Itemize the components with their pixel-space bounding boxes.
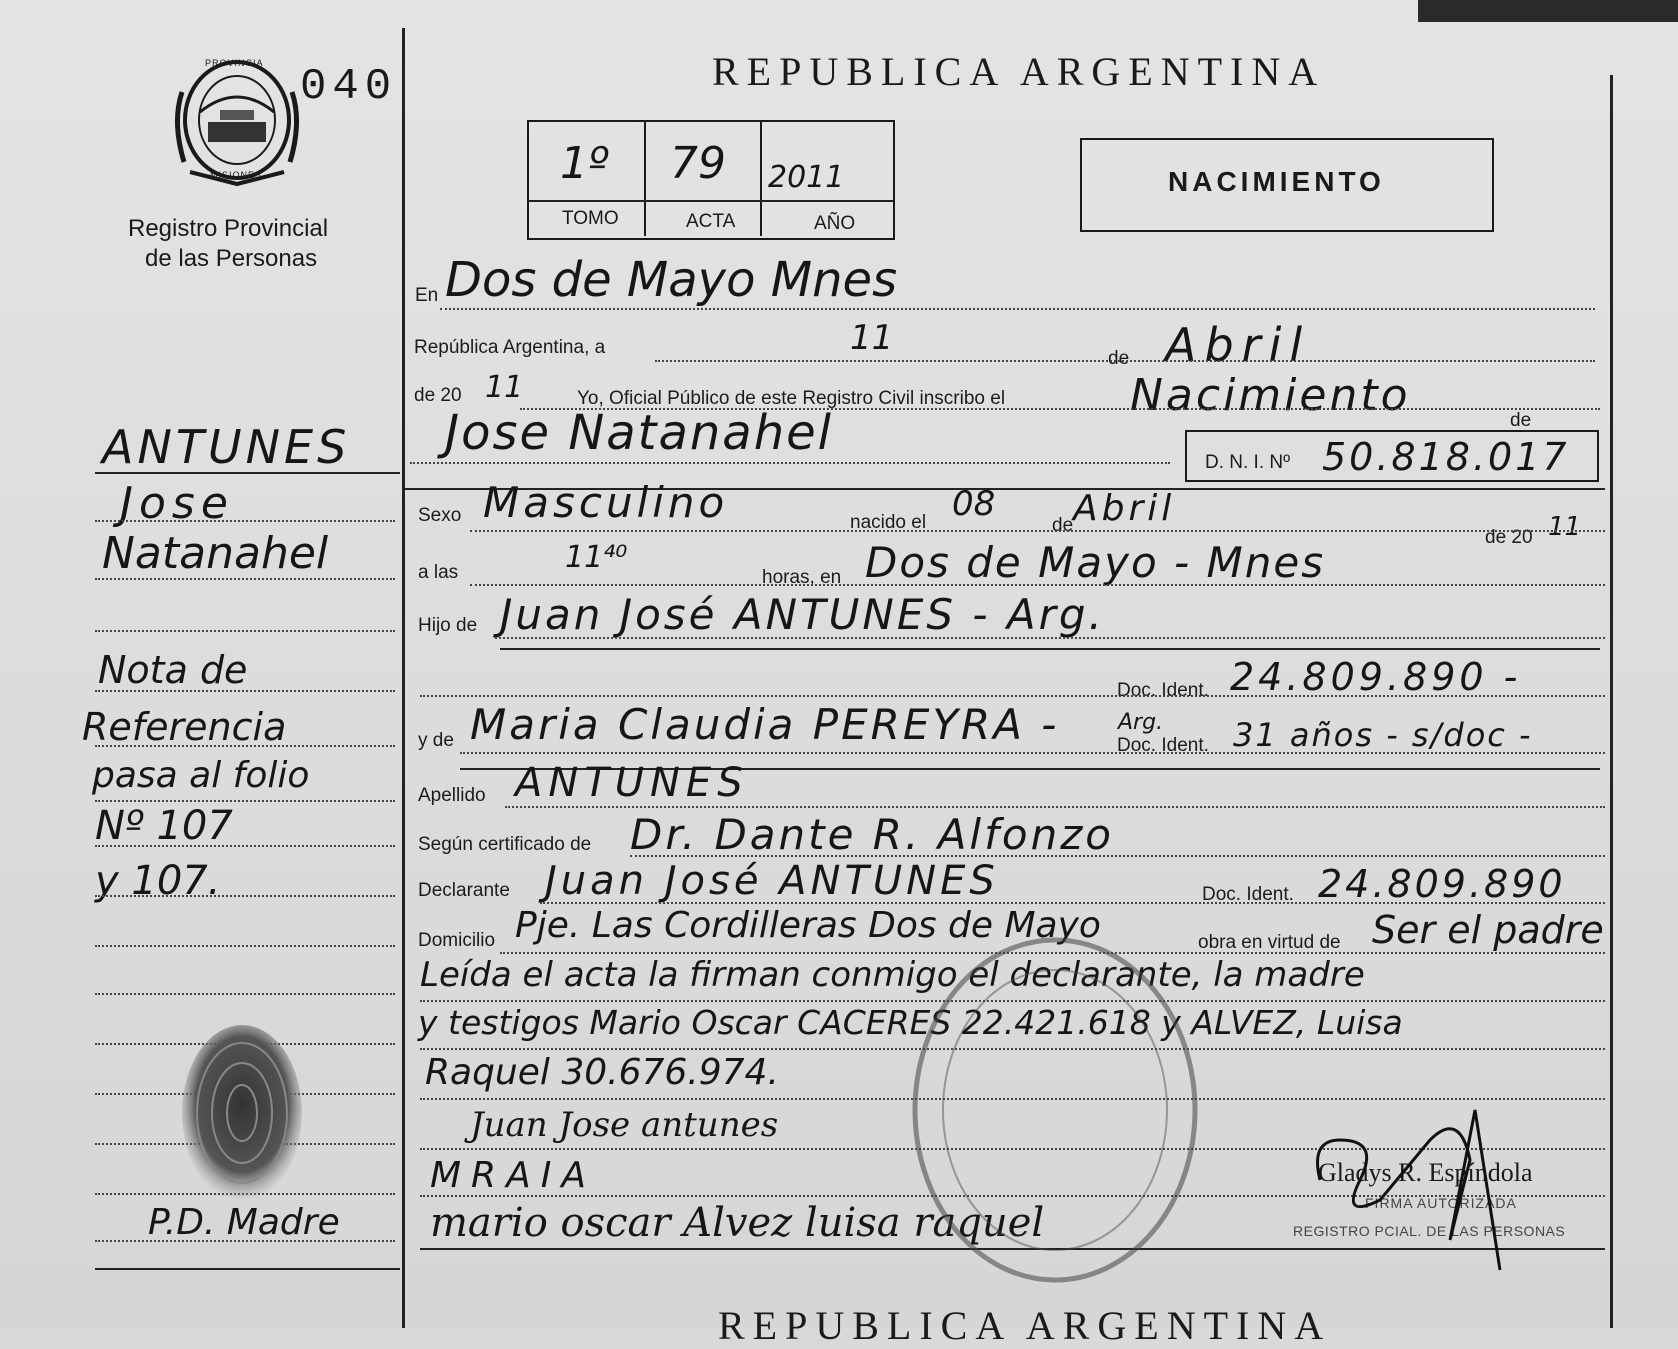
- line-father-doc: [420, 695, 1605, 697]
- label-declarante: Declarante: [418, 880, 510, 901]
- margin-line-3: [95, 630, 395, 632]
- label-horas: horas, en: [762, 567, 842, 588]
- line-declarant: [540, 902, 1605, 904]
- line-father: [495, 637, 1605, 639]
- registry-name-line1: Registro Provincial: [128, 215, 329, 242]
- record-type: NACIMIENTO: [1168, 166, 1385, 197]
- free-text-line1: Leída el acta la firman conmigo el declarante, la madre: [420, 955, 1365, 995]
- value-address: Pje. Las Cordilleras Dos de Mayo: [515, 905, 1101, 946]
- label-apellido: Apellido: [418, 785, 486, 806]
- margin-bottom-line: [95, 1268, 400, 1270]
- line-sex: [470, 530, 1605, 532]
- label-yde: y de: [418, 730, 454, 751]
- underline-father: [500, 648, 1600, 650]
- label-yo: Yo, Oficial Público de este Registro Civil inscribo el: [577, 388, 1006, 409]
- value-mother-doc: 31 años - s/doc -: [1233, 716, 1533, 754]
- line-date: [655, 360, 1595, 362]
- margin-note-1: Nota de: [98, 648, 248, 692]
- value-year-suffix: 11: [485, 370, 524, 405]
- margin-line-8: [95, 895, 395, 897]
- value-birth-day: 08: [952, 484, 996, 524]
- value-inscription: Nacimiento: [1130, 370, 1411, 421]
- label-republica: República Argentina, a: [414, 337, 606, 358]
- label-doc: Doc. Ident.: [1117, 680, 1209, 701]
- margin-line-5: [95, 745, 395, 747]
- value-certificate-by: Dr. Dante R. Alfonzo: [630, 810, 1114, 859]
- value-birth-year-suffix: 11: [1548, 512, 1582, 542]
- label-de20: de 20: [414, 385, 462, 406]
- margin-note-5: y 107.: [95, 858, 221, 904]
- margin-note-2: Referencia: [82, 705, 287, 749]
- label-de: de: [1108, 348, 1130, 369]
- value-father: Juan José ANTUNES - Arg.: [500, 590, 1105, 639]
- margin-first-name: Jose: [120, 478, 234, 529]
- signature-mother: MRAIA: [430, 1155, 596, 1196]
- margin-line-4: [95, 690, 395, 692]
- ano-value: 2011: [768, 160, 845, 195]
- acta-divider: [760, 122, 762, 236]
- officer-office: REGISTRO PCIAL. DE LAS PERSONAS: [1293, 1223, 1566, 1239]
- officer-signature-icon: [1300, 1100, 1540, 1275]
- fingerprint-caption: P.D. Madre: [148, 1202, 340, 1243]
- value-sex: Masculino: [483, 478, 729, 527]
- margin-line-1: [95, 520, 395, 522]
- value-birth-time: 11⁴⁰: [565, 540, 628, 575]
- margin-line-7: [95, 845, 395, 847]
- value-by-virtue: Ser el padre: [1372, 908, 1604, 952]
- line-child-name: [410, 462, 1170, 464]
- fingerprint-icon: [172, 1018, 312, 1208]
- value-dni: 50.818.017: [1322, 435, 1570, 479]
- margin-note-3: pasa al folio: [92, 755, 310, 796]
- signature-declarant: Juan Jose antunes: [470, 1105, 779, 1145]
- label-alas: a las: [418, 562, 459, 583]
- label-hijo: Hijo de: [418, 615, 478, 636]
- value-father-doc: 24.809.890 -: [1230, 655, 1522, 699]
- officer-name: Gladys R. Espíndola: [1318, 1158, 1533, 1187]
- value-declarant-doc: 24.809.890: [1318, 862, 1566, 906]
- seal-caption-bottom: MISIONES: [210, 170, 263, 180]
- label-de-short: de: [1052, 515, 1074, 536]
- acta-value: 79: [670, 138, 726, 189]
- signature-witnesses: mario oscar Alvez luisa raquel: [430, 1200, 1045, 1246]
- value-declarant: Juan José ANTUNES: [545, 858, 999, 904]
- acta-label: ACTA: [686, 211, 736, 232]
- folio-number: 040: [300, 62, 398, 112]
- value-place: Dos de Mayo Mnes: [445, 252, 898, 308]
- label-segun: Según certificado de: [418, 834, 592, 855]
- label-dni: D. N. I. Nº: [1205, 452, 1291, 473]
- seal-caption-top: PROVINCIA: [205, 58, 264, 68]
- label-sexo: Sexo: [418, 505, 462, 526]
- free-text-line2: y testigos Mario Oscar CACERES 22.421.618 y ALVEZ, Luisa: [418, 1003, 1403, 1042]
- country-title: REPUBLICA ARGENTINA: [712, 49, 1326, 94]
- label-de-2: de: [1510, 410, 1532, 431]
- label-domicilio: Domicilio: [418, 930, 496, 951]
- record-label-divider: [527, 200, 893, 202]
- value-mother-nationality: Arg.: [1118, 710, 1164, 735]
- label-de20b: de 20: [1485, 527, 1533, 548]
- margin-note-4: Nº 107: [95, 803, 233, 849]
- label-doc2: Doc. Ident.: [1117, 735, 1209, 756]
- line-time: [470, 584, 1605, 586]
- margin-line-9: [95, 945, 395, 947]
- tomo-label: TOMO: [562, 208, 619, 229]
- free-text-line3: Raquel 30.676.974.: [425, 1052, 779, 1093]
- value-child-name: Jose Natanahel: [445, 405, 833, 461]
- page-edge-shadow: [1418, 0, 1678, 22]
- margin-line-6: [95, 800, 395, 802]
- line-en: [440, 308, 1595, 310]
- value-mother: Maria Claudia PEREYRA -: [470, 700, 1060, 749]
- value-birth-month: Abril: [1073, 488, 1176, 529]
- value-surname: ANTUNES: [515, 760, 749, 806]
- line-surname: [505, 806, 1605, 808]
- registry-name-line2: de las Personas: [145, 245, 318, 272]
- value-month: Abril: [1165, 318, 1311, 372]
- line-mother: [460, 752, 1605, 754]
- left-margin-divider: [402, 28, 405, 1328]
- label-obra: obra en virtud de: [1198, 932, 1341, 953]
- margin-line-10: [95, 993, 395, 995]
- country-title-bottom: REPUBLICA ARGENTINA: [718, 1303, 1332, 1348]
- value-birth-place: Dos de Mayo - Mnes: [865, 538, 1326, 587]
- line-certificate: [630, 855, 1605, 857]
- right-border-line: [1610, 75, 1613, 1328]
- margin-line-2: [95, 578, 395, 580]
- tomo-divider: [644, 122, 646, 236]
- margin-surname: ANTUNES: [102, 420, 351, 474]
- label-en: En: [415, 285, 439, 306]
- value-day: 11: [850, 318, 894, 358]
- ano-label: AÑO: [814, 213, 856, 234]
- label-nacido: nacido el: [850, 512, 927, 533]
- tomo-value: 1º: [560, 138, 609, 189]
- officer-role: FIRMA AUTORIZADA: [1365, 1195, 1517, 1211]
- margin-underline: [95, 472, 400, 474]
- registry-stamp-icon: [905, 930, 1205, 1290]
- margin-second-name: Natanahel: [102, 528, 329, 579]
- label-doc3: Doc. Ident.: [1202, 884, 1294, 905]
